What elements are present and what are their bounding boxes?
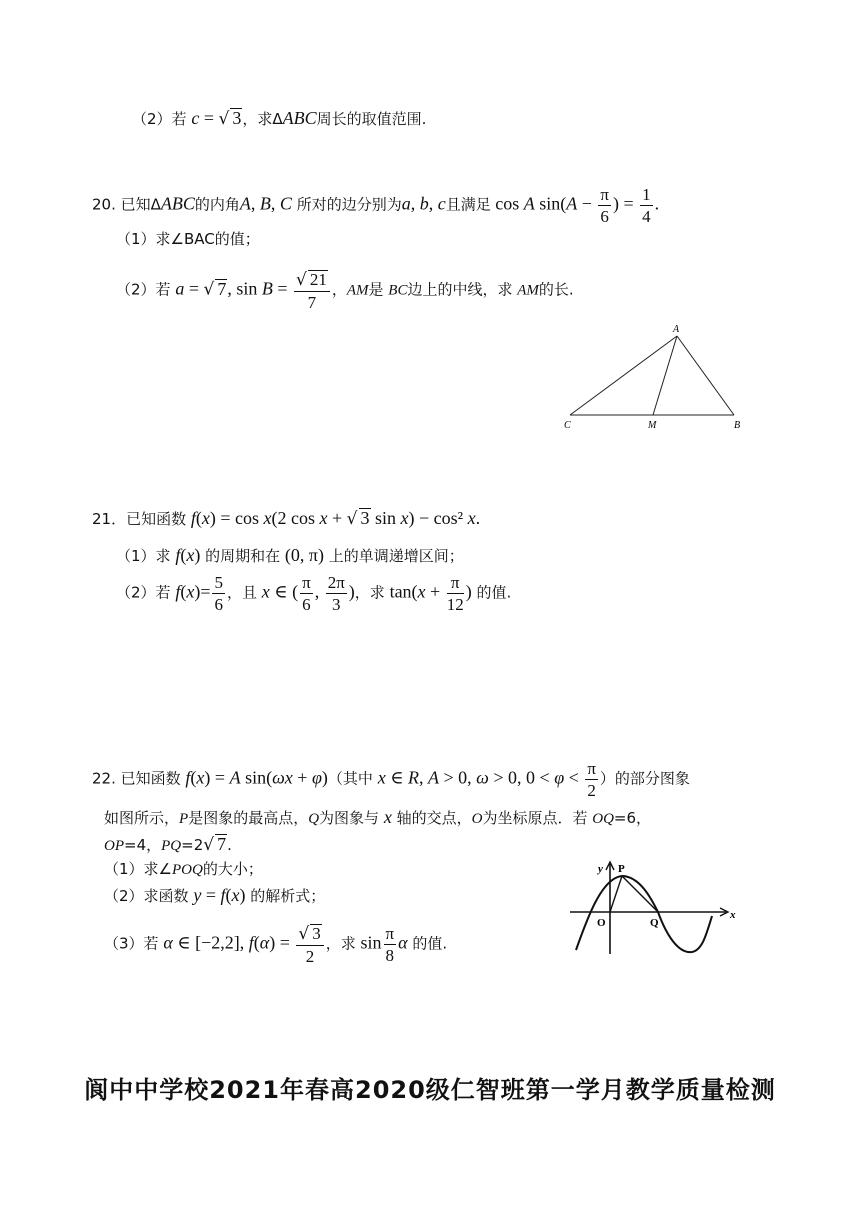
triangle-figure xyxy=(556,320,756,435)
median-am xyxy=(653,336,677,415)
q21-part1: （1）求 f(x) 的周期和在 (0, π) 上的单调递增区间； xyxy=(116,545,464,565)
axis-label-x: x xyxy=(730,909,736,921)
exam-title: 阆中中学校2021年春高2020级仁智班第一学月教学质量检测 xyxy=(84,1076,776,1104)
triangle-side-ca xyxy=(570,336,677,415)
point-label-o: O xyxy=(597,917,606,929)
q20-part1: （1）求∠BAC的值； xyxy=(116,230,260,248)
segment-pq xyxy=(622,876,658,912)
point-label-m: M xyxy=(648,420,657,431)
q22-line3: OP=4，PQ=2√ 7. xyxy=(104,834,232,855)
vertex-label-a: A xyxy=(673,324,680,335)
q20-intro: 20. 已知ΔABC的内角A, B, C 所对的边分别为a, b, c且满足 cos A sin(A − $\frac{\pi}{6}$ ) = $\frac{1}{4}$ . xyxy=(92,185,660,226)
vertex-label-c: C xyxy=(564,420,571,431)
q22-intro: 22. 已知函数 f(x) = A sin(ωx + φ)（其中 x ∈ R, A > 0, ω > 0, 0 < φ < $\frac{\pi}{2}$ ）的部分图象 xyxy=(92,759,690,800)
q21-part2: （2）若 f(x)= $\frac{5}{6}$ ，且 x ∈ ( $\frac{\pi}{6}$ , $\frac{2\pi}{3}$ )，求 tan(x + $\frac{\pi}{12}$ ) 的值. xyxy=(116,573,512,614)
q22-part3: （3）若 α ∈ [−2,2], f(α) = $\frac{√ 3}{2}$ ，求 sin $\frac{\pi}{8}$ α 的值. xyxy=(104,924,448,966)
q22-part2: （2）求函数 y = f(x) 的解析式； xyxy=(104,885,326,905)
sine-graph-figure xyxy=(566,856,746,958)
q22-line2: 如图所示，P是图象的最高点，Q为图象与 x 轴的交点，O为坐标原点．若 OQ=6， xyxy=(104,807,652,827)
triangle-side-ab xyxy=(677,336,734,415)
q20-part2: （2）若 a = √ 7, sin B = $\frac{√ 21}{7}$ ，AM是 BC边上的中线，求 AM的长. xyxy=(116,270,574,312)
q21-intro: 21．已知函数 f(x) = cos x(2 cos x + √ 3 sin x) − cos² x. xyxy=(92,508,481,529)
q22-part1: （1）求∠POQ的大小； xyxy=(104,860,263,878)
point-label-q: Q xyxy=(650,917,659,929)
point-label-p: P xyxy=(618,863,625,875)
q19-part2: （2）若 c = √ 3，求ΔABC周长的取值范围. xyxy=(132,108,427,129)
vertex-label-b: B xyxy=(734,420,741,431)
axis-label-y: y xyxy=(598,863,603,875)
sine-curve xyxy=(576,876,712,952)
